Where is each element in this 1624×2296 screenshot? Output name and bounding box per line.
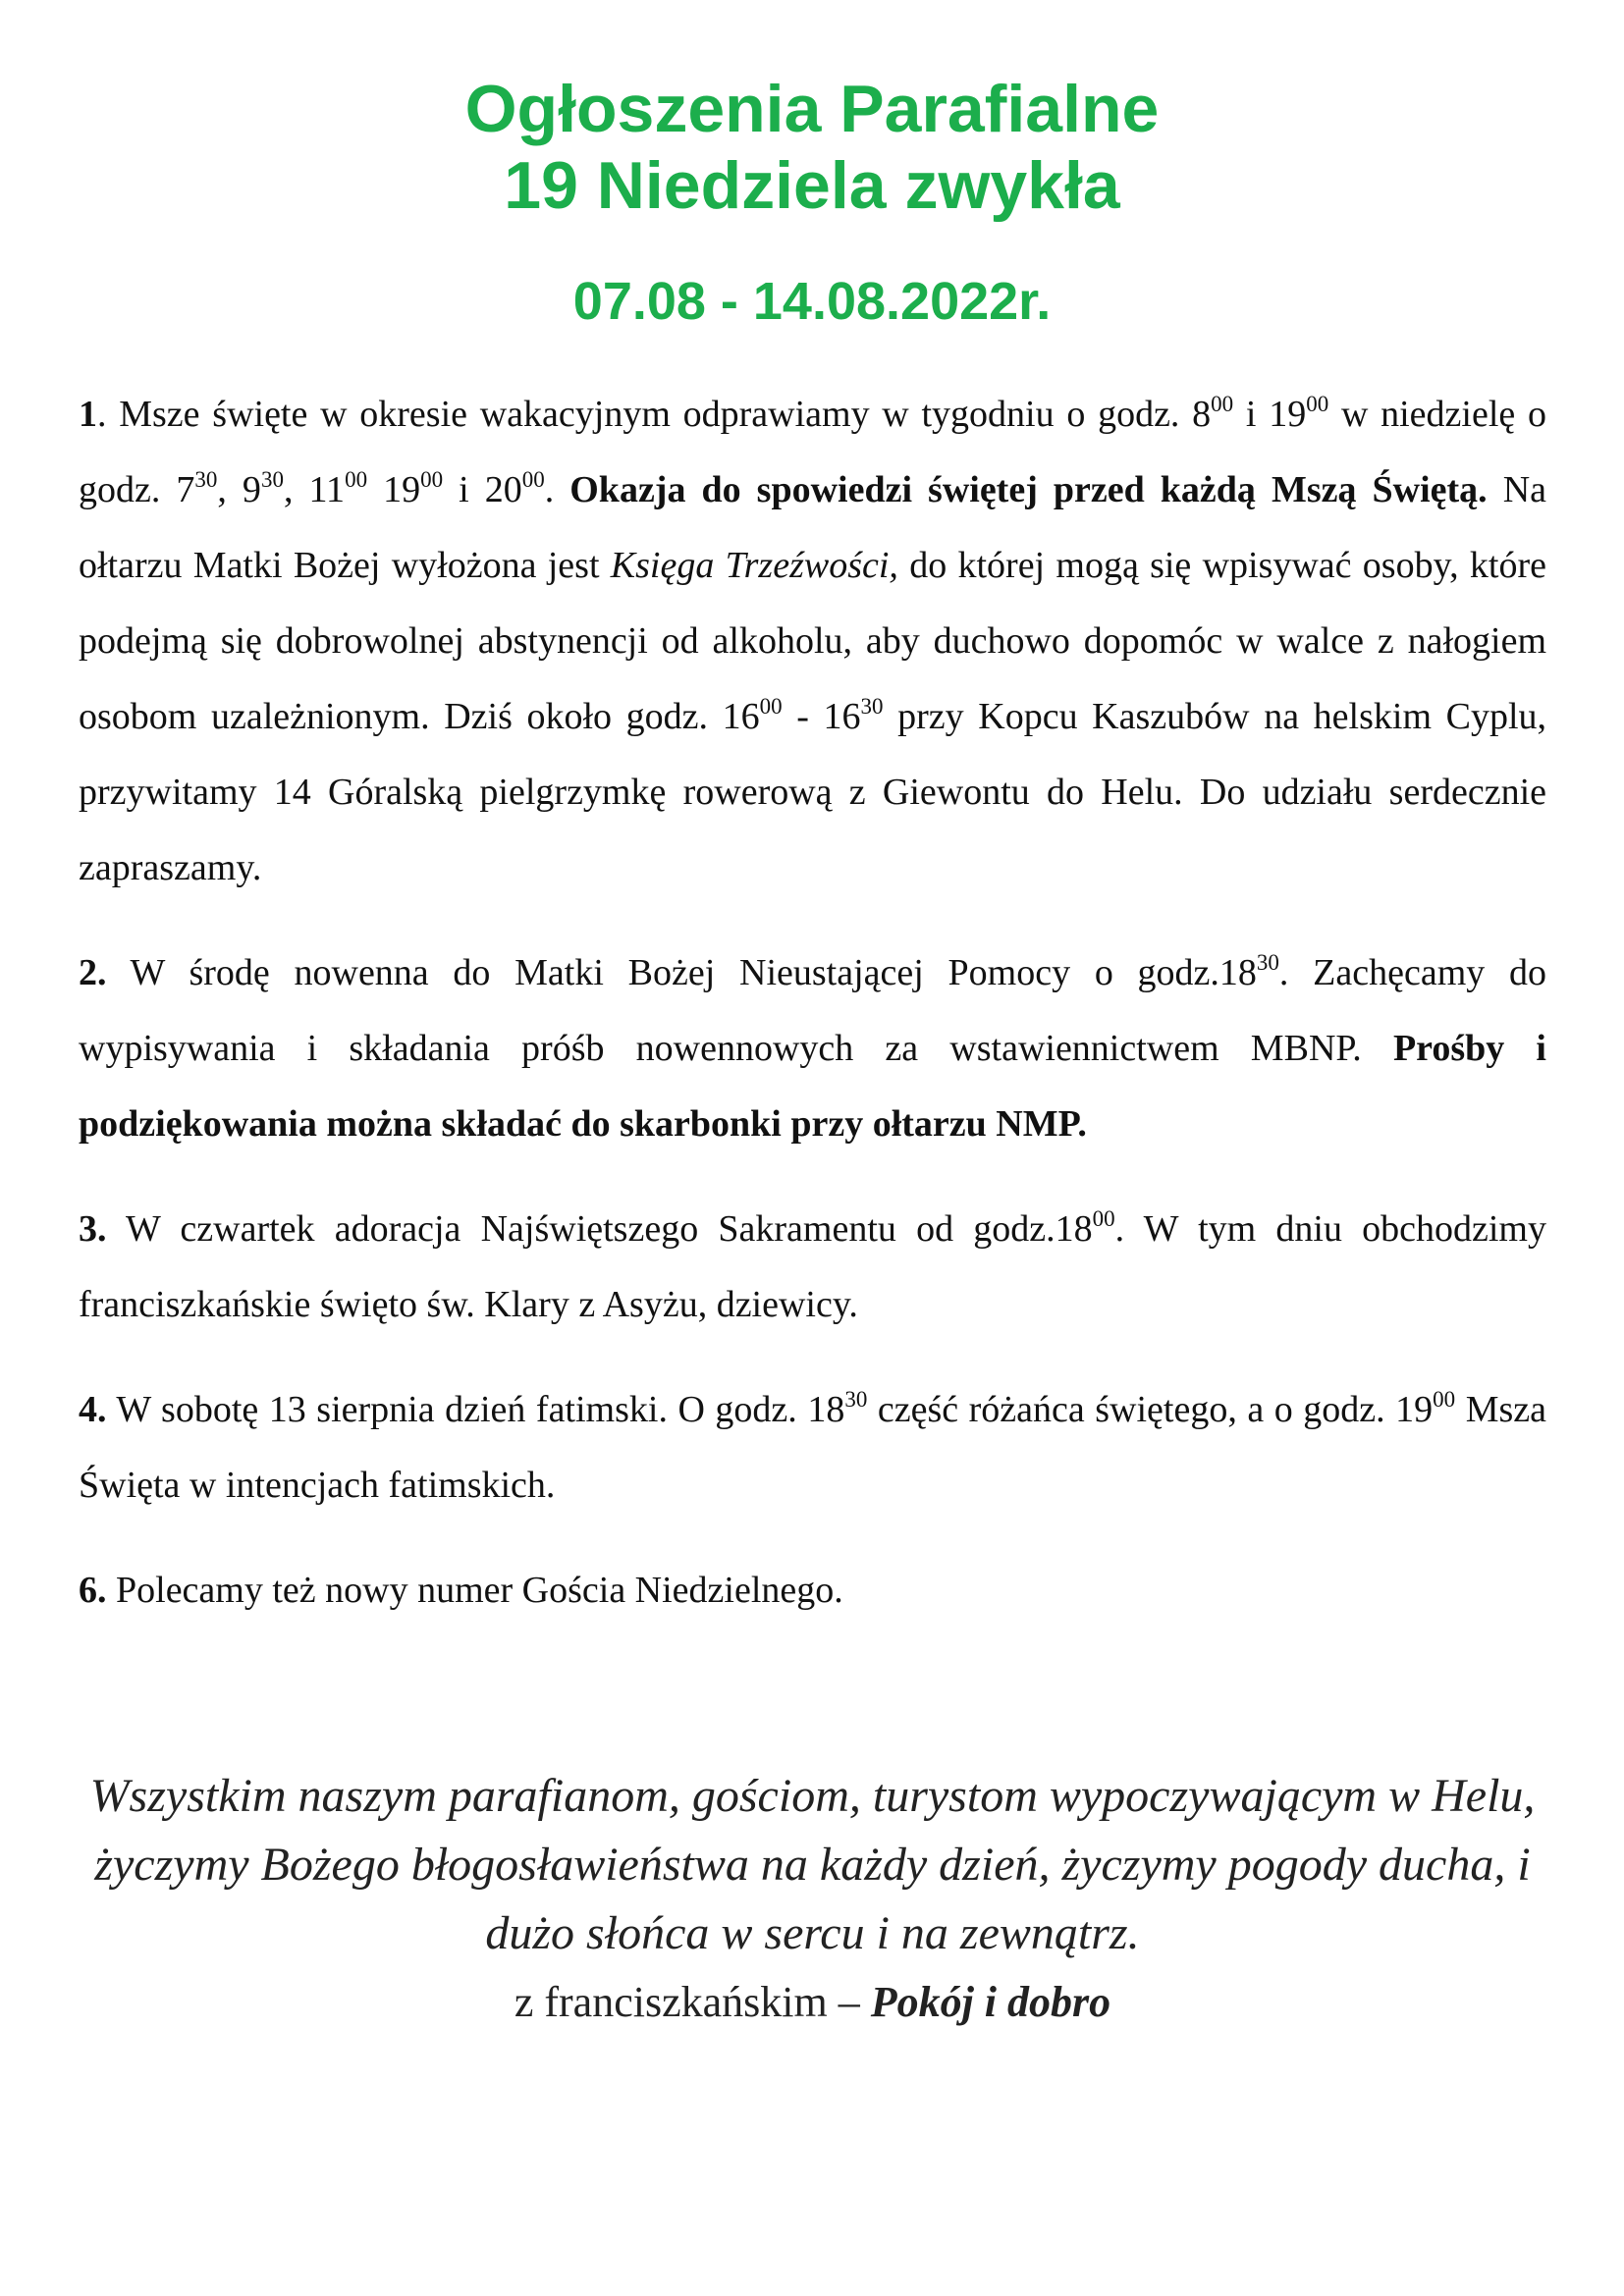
signature-prefix: z franciszkańskim – [514,1978,871,2026]
text: Msza Święta w intencjach fatimskich. [79,1389,1547,1506]
text: i 20 [443,469,522,510]
time-minutes: 30 [844,1387,868,1412]
text: . W tym dniu obchodzimy franciszkańskie święto św. Klary z Asyżu, dziewicy. [79,1208,1546,1325]
wishes-text: Wszystkim naszym parafianom, gościom, turystom wypoczywającym w Helu, życzymy Bożego błogosławieństwa na każdy dzień, życzymy pogody ducha, i dużo słońca w sercu i na zewnątrz. [89,1770,1536,1959]
header [0,71,1624,332]
announcement-number: 4. [79,1389,107,1430]
text: w niedzielę o godz. 7 [79,394,1546,510]
announcement-number: 2. [79,952,107,993]
text: , 9 [217,469,261,510]
signature [79,1968,1546,2037]
text: do której mogą się wpisywać osoby, które podejmą się dobrowolnej abstynencji od alkoholu, aby duchowo dopomóc w walce z nałogiem osobom uzależnionym. Dziś około godz. 16 [79,545,1546,737]
date-range: 07.08 - 14.08.2022r. [572,272,1052,331]
announcements-body [79,377,1546,1658]
text: W czwartek adoracja Najświętszego Sakramentu od godz.18 [106,1208,1093,1250]
time-minutes: 30 [1256,950,1279,975]
text: W sobotę 13 sierpnia dzień fatimski. O godz. 18 [106,1389,845,1430]
announcement-3 [79,1192,1546,1343]
signature-motto: Pokój i dobro [870,1978,1111,2026]
time-minutes: 00 [420,467,444,492]
text: , 11 [283,469,346,510]
announcement-number: 3. [79,1208,107,1250]
announcement-1 [79,377,1546,906]
announcement-6 [79,1553,1546,1629]
announcement-4 [79,1372,1546,1523]
text: i 19 [1233,394,1307,435]
time-minutes: 00 [1433,1387,1456,1412]
text: . Zachęcamy do wypisywania i składania próśb nowennowych za wstawiennictwem MBNP. [79,952,1546,1069]
text: 19 [367,469,421,510]
text: - 16 [782,696,861,737]
time-minutes: 30 [194,467,218,492]
closing-wishes [79,1762,1546,2037]
text: . [544,469,570,510]
time-minutes: 00 [1211,392,1234,416]
text: przy Kopcu Kaszubów na helskim Cyplu, przywitamy 14 Góralską pielgrzymkę rowerową z Giewontu do Helu. Do udziału serdecznie zapraszamy. [79,696,1547,888]
time-minutes: 00 [521,467,545,492]
bold-text: Okazja do spowiedzi świętej przed każdą Mszą Świętą. [569,469,1488,510]
text: część różańca świętego, a o godz. 19 [867,1389,1434,1430]
text: . Msze święte w okresie wakacyjnym odprawiamy w tygodniu o godz. 8 [97,394,1212,435]
page-subtitle: 19 Niedziela zwykła [504,148,1120,223]
time-minutes: 30 [860,694,884,719]
text: Polecamy też nowy numer Gościa Niedzielnego. [106,1570,843,1611]
announcement-number: 1 [79,394,97,435]
text: Na ołtarzu Matki Bożej wyłożona jest [79,469,1547,586]
text: W środę nowenna do Matki Bożej Nieustającej Pomocy o godz.18 [106,952,1257,993]
time-minutes: 00 [1306,392,1329,416]
announcement-number: 6. [79,1570,107,1611]
announcement-2 [79,935,1546,1162]
bold-text: Prośby i podziękowania można składać do skarbonki przy ołtarzu NMP. [79,1028,1546,1145]
italic-text: Księga Trzeźwości, [610,545,898,586]
page-title: Ogłoszenia Parafialne [464,72,1160,146]
time-minutes: 00 [345,467,368,492]
time-minutes: 00 [1092,1206,1115,1231]
time-minutes: 30 [260,467,284,492]
time-minutes: 00 [759,694,783,719]
